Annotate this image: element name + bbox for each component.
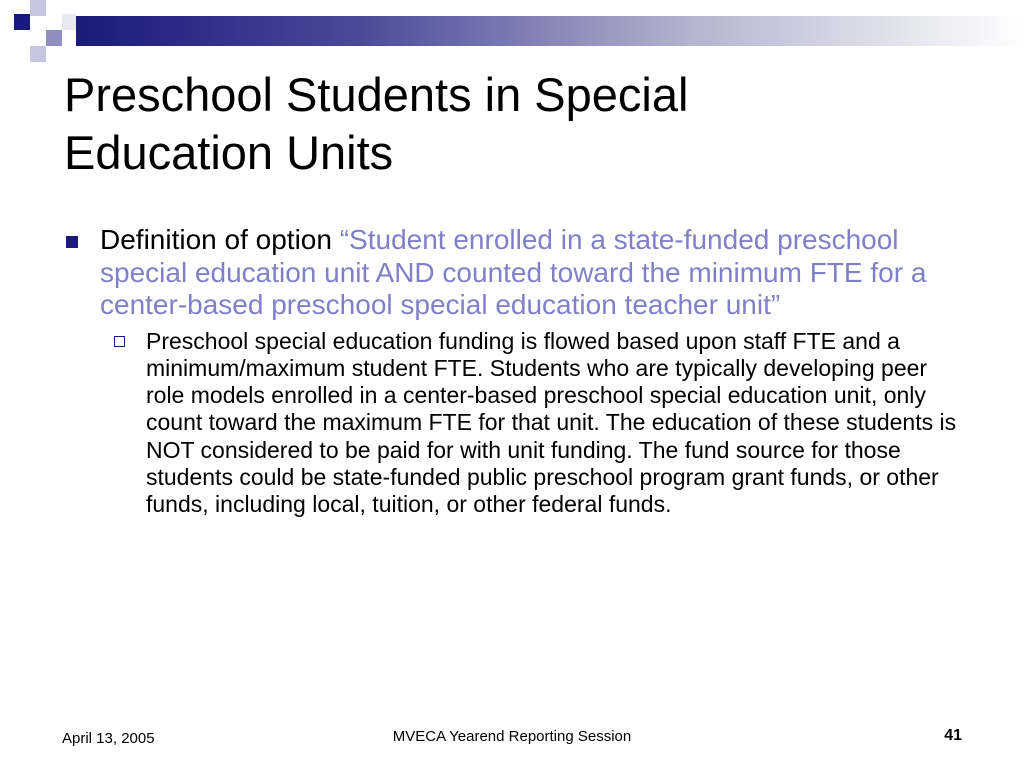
header-square-decoration <box>14 14 30 30</box>
slide-title-line-1: Preschool Students in Special <box>64 68 689 121</box>
sub-bullet-text: Preschool special education funding is flowed based upon staff FTE and a minimum/maximum student FTE. Students who are typically developing peer role models enrolled in a center-based preschool special education unit, only count toward the maximum FTE for that unit. The education of these students is NOT considered to be paid for with unit funding. The fund source for those students could be state-funded public preschool program grant funds, or other funds, including local, tuition, or other federal funds. <box>146 327 957 518</box>
header-square-decoration <box>46 30 62 46</box>
definition-quote-text: “Student enrolled in a state-funded preschool special education unit AND counted toward the minimum FTE for a center-based preschool special education teacher unit” <box>100 224 927 320</box>
bullet-definition <box>64 224 964 322</box>
sub-bullet-funding <box>110 328 966 519</box>
footer-date: April 13, 2005 <box>62 730 155 747</box>
header-square-decoration <box>30 46 46 62</box>
definition-lead-text: Definition of option <box>100 224 340 255</box>
header-gradient-bar <box>76 16 1024 46</box>
footer-session-title: MVECA Yearend Reporting Session <box>392 728 632 745</box>
slide-title-line-2: Education Units <box>64 126 394 179</box>
header-square-decoration <box>30 0 46 16</box>
slide-content <box>64 224 964 519</box>
slide-title <box>64 66 964 182</box>
footer-page-number: 41 <box>944 727 962 744</box>
hollow-square-bullet-icon <box>114 336 125 347</box>
header-square-decoration <box>62 14 76 30</box>
square-bullet-icon <box>66 236 78 248</box>
